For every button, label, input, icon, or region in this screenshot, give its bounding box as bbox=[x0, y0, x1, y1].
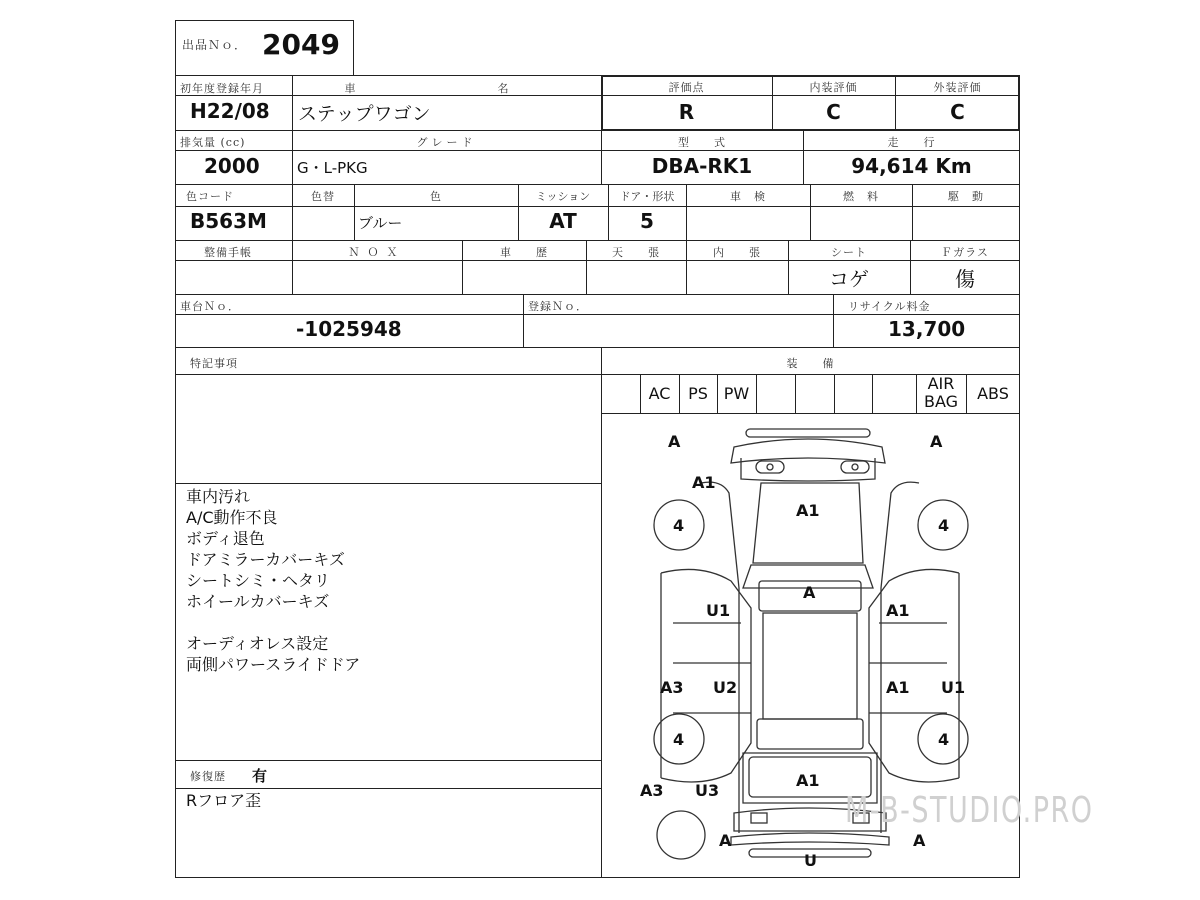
damage-mark: A bbox=[719, 831, 732, 850]
inspection-label: 車 検 bbox=[730, 190, 766, 203]
equipment-airbag: AIR BAG bbox=[923, 374, 959, 411]
car-name-label: 車 名 bbox=[344, 82, 549, 95]
first-registration: H22/08 bbox=[190, 99, 270, 123]
damage-mark: A1 bbox=[886, 601, 910, 620]
damage-mark: U1 bbox=[706, 601, 731, 620]
first-registration-label: 初年度登録年月 bbox=[180, 82, 264, 95]
seat-label: シート bbox=[831, 246, 867, 259]
damage-mark: A bbox=[913, 831, 926, 850]
door-label: ドア・形状 bbox=[619, 190, 675, 203]
interior-label: 内装評価 bbox=[809, 81, 858, 94]
color: ブルー bbox=[358, 214, 403, 232]
nox-label: ＮＯＸ bbox=[348, 246, 406, 259]
mission-label: ミッション bbox=[535, 190, 591, 203]
damage-mark: A1 bbox=[796, 501, 820, 520]
color-code: B563M bbox=[190, 209, 267, 233]
exterior-label: 外装評価 bbox=[933, 81, 982, 94]
model-label: 型 式 bbox=[678, 136, 726, 149]
spare-tire bbox=[657, 811, 705, 859]
mileage-label: 走 行 bbox=[887, 136, 936, 149]
displacement-label: 排気量 (cc) bbox=[180, 136, 246, 149]
watermark: M-B-STUDIO.PRO bbox=[845, 790, 1094, 831]
damage-mark: A1 bbox=[796, 771, 820, 790]
mileage: 94,614 Km bbox=[851, 154, 972, 178]
front-glass-condition: 傷 bbox=[955, 267, 975, 291]
fuel-label: 燃 料 bbox=[843, 190, 879, 203]
model-code: DBA-RK1 bbox=[651, 154, 753, 178]
damage-mark: A bbox=[930, 432, 943, 451]
recycle-fee: 13,700 bbox=[888, 317, 966, 341]
exterior-score: C bbox=[950, 100, 965, 124]
chassis-number: -1025948 bbox=[296, 317, 402, 341]
tire-front-right-value: 4 bbox=[938, 516, 950, 535]
interior-score: C bbox=[826, 100, 841, 124]
color-change-label: 色替 bbox=[311, 190, 335, 203]
door-count: 5 bbox=[640, 209, 654, 233]
damage-mark: A3 bbox=[640, 781, 664, 800]
grade: G・L-PKG bbox=[297, 159, 368, 177]
damage-mark: U2 bbox=[713, 678, 738, 697]
inner-trim-label: 内 張 bbox=[713, 246, 761, 259]
seat-condition: コゲ bbox=[829, 267, 869, 291]
grade-label: グレード bbox=[416, 136, 477, 149]
color-label: 色 bbox=[430, 190, 442, 203]
mission: AT bbox=[549, 209, 577, 233]
remarks-list: 車内汚れ A/C動作不良 ボディ退色 ドアミラーカバーキズ シートシミ・ヘタリ ホイールカバーキズ オーディオレス設定 両側パワースライドドア bbox=[186, 487, 361, 674]
damage-mark: A bbox=[803, 583, 816, 602]
equipment-pw: PW bbox=[723, 384, 750, 403]
chassis-number-label: 車台Ｎｏ． bbox=[180, 300, 240, 313]
damage-mark: A1 bbox=[886, 678, 910, 697]
tire-rear-right-value: 4 bbox=[938, 730, 950, 749]
remarks-label: 特記事項 bbox=[190, 357, 238, 370]
equipment-abs: ABS bbox=[977, 384, 1009, 403]
color-code-label: 色コード bbox=[186, 190, 234, 203]
score-label: 評価点 bbox=[668, 81, 705, 94]
damage-mark: A bbox=[668, 432, 681, 451]
ceiling-label: 天 張 bbox=[612, 246, 660, 259]
damage-mark: A1 bbox=[692, 473, 716, 492]
equipment-ac: AC bbox=[648, 384, 671, 403]
tire-rear-left-value: 4 bbox=[673, 730, 685, 749]
tire-front-left-value: 4 bbox=[673, 516, 685, 535]
equipment-ps: PS bbox=[688, 384, 708, 403]
damage-mark: U1 bbox=[941, 678, 966, 697]
repair-history-value: 有 bbox=[252, 767, 268, 785]
score: R bbox=[678, 100, 695, 124]
recycle-fee-label: リサイクル料金 bbox=[848, 300, 931, 313]
equipment-label: 装 備 bbox=[786, 357, 835, 370]
lot-number-label: 出品Ｎｏ． bbox=[182, 38, 248, 52]
repair-note: Rフロア歪 bbox=[186, 791, 262, 810]
repair-history-label: 修復歴 bbox=[190, 770, 226, 783]
maintenance-book-label: 整備手帳 bbox=[204, 246, 252, 259]
displacement: 2000 bbox=[204, 154, 260, 178]
damage-mark: U3 bbox=[695, 781, 720, 800]
damage-mark: U bbox=[804, 851, 817, 870]
registration-number-label: 登録Ｎｏ． bbox=[528, 300, 588, 313]
damage-mark: A3 bbox=[660, 678, 684, 697]
drive-label: 駆 動 bbox=[948, 190, 984, 203]
lot-number: 2049 bbox=[262, 28, 340, 61]
history-label: 車 歴 bbox=[500, 246, 548, 259]
car-name: ステップワゴン bbox=[298, 103, 431, 125]
front-glass-label: Ｆガラス bbox=[941, 246, 989, 259]
